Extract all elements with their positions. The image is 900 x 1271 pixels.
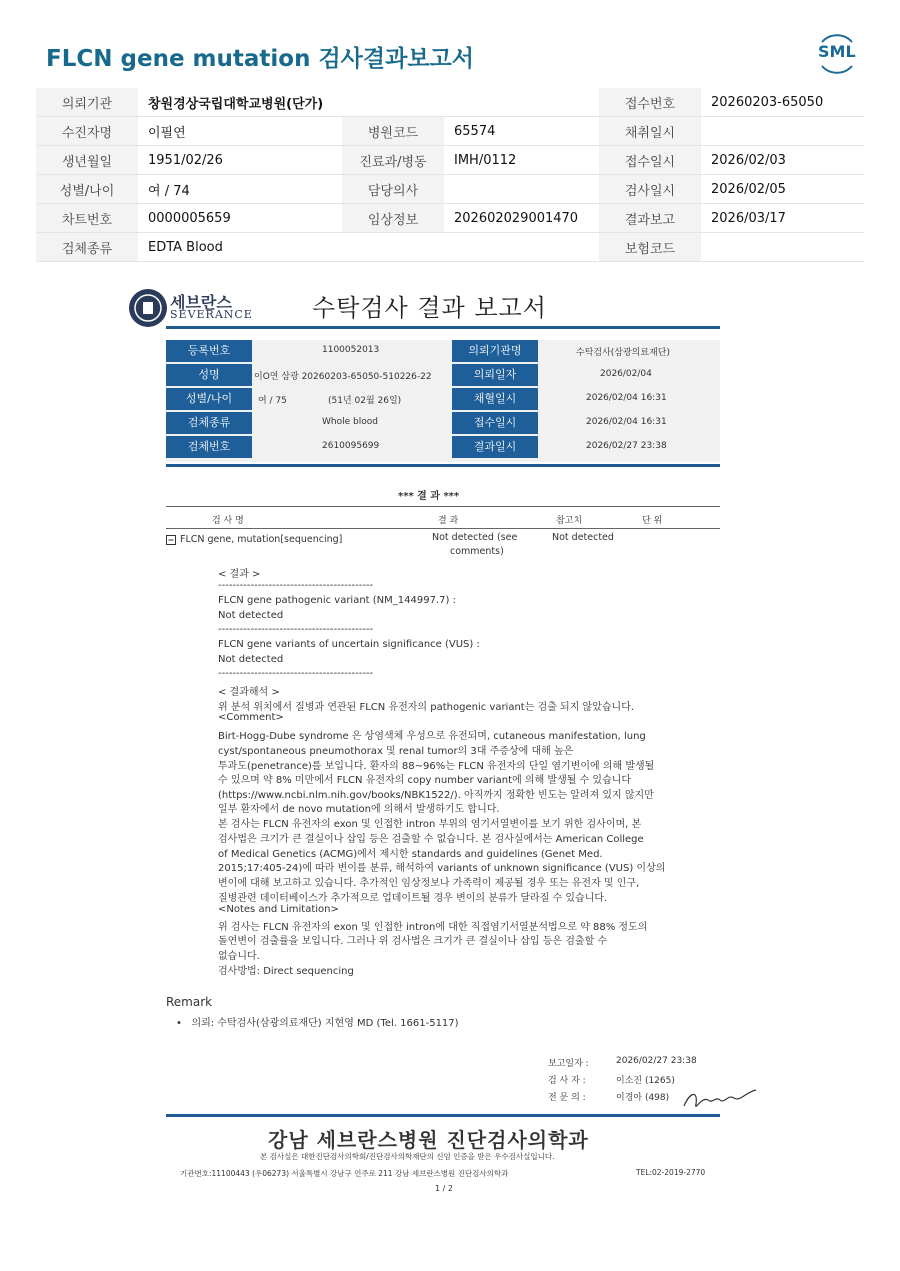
scan-value: 1100052013: [322, 345, 380, 355]
info-label: 진료과/병동: [342, 146, 444, 175]
scan-label: 검체종류: [166, 412, 252, 434]
scan-value: Whole blood: [322, 417, 378, 427]
sign-value: 이경아 (498): [616, 1093, 670, 1103]
info-label: 검사일시: [599, 175, 701, 204]
hospital-tel: TEL:02-2019-2770: [636, 1168, 706, 1177]
scan-doc-title: 수탁검사 결과 보고서: [312, 294, 547, 322]
info-value: [444, 175, 599, 204]
divider: [166, 464, 720, 467]
scan-patient-row: [166, 340, 720, 364]
test-name: FLCN gene, mutation[sequencing]: [180, 534, 343, 545]
comment-line: 2015;17:405-24)에 따라 변이를 분류, 해석하여 variants of unknown significance (VUS) 이상의: [218, 863, 666, 874]
remark-title: Remark: [166, 995, 213, 1009]
info-row: [36, 117, 864, 146]
info-label: 차트번호: [36, 204, 138, 233]
scan-value: 이O연 삼광 20260203-65050-510226-22: [254, 372, 432, 382]
info-label: 접수일시: [599, 146, 701, 175]
info-value: 2026/02/03: [701, 146, 864, 175]
comment-line: 검사방법: Direct sequencing: [218, 966, 354, 977]
col-test-name: 검 사 명: [212, 516, 244, 526]
info-label: 접수번호: [599, 88, 701, 117]
info-value: 20260203-65050: [701, 88, 864, 117]
sml-logo-text: SML: [818, 42, 856, 61]
comment-line: of Medical Genetics (ACMG)에서 제시한 standards and guidelines (Genet Med.: [218, 849, 603, 860]
comment-line: 검사법은 크기가 큰 결실이나 삽입 등은 검출할 수 없습니다. 본 검사실에서는 American College: [218, 834, 644, 845]
sign-label: 보고일자 :: [548, 1059, 589, 1069]
comment-line: < 결과해석 >: [218, 687, 280, 698]
page-number: 1 / 2: [435, 1184, 453, 1193]
comment-line: cyst/spontaneous pneumothorax 및 renal tumor의 3대 주증상에 대해 높은: [218, 746, 574, 757]
hospital-address: 기관번호:11100443 (우06273) 서울특별시 강남구 언주로 211 강남 세브란스병원 진단검사의학과: [180, 1169, 509, 1178]
scan-patient-row: [166, 388, 720, 412]
info-label: 결과보고: [599, 204, 701, 233]
info-label: 채취일시: [599, 117, 701, 146]
comment-line: 없습니다.: [218, 951, 260, 962]
severance-brand-en: SEVERANCE: [170, 308, 253, 321]
comment-line: 일부 환자에서 de novo mutation에 의해서 발생하기도 합니다.: [218, 804, 500, 815]
info-label: 수진자명: [36, 117, 138, 146]
info-row: [36, 146, 864, 175]
scan-value: 여 / 75: [258, 396, 287, 406]
comment-line: 위 분석 위치에서 질병과 연관된 FLCN 유전자의 pathogenic variant는 검출 되지 않았습니다.: [218, 702, 635, 713]
info-value: 여 / 74: [138, 175, 342, 204]
info-value: IMH/0112: [444, 146, 599, 175]
comment-line: FLCN gene variants of uncertain significance (VUS) :: [218, 639, 480, 650]
info-value: EDTA Blood: [138, 233, 599, 262]
scan-value: 2026/02/27 23:38: [586, 441, 667, 451]
divider: [166, 1114, 720, 1117]
comment-line: 변이에 대해 보고하고 있습니다. 추가적인 임상정보나 가족력이 제공될 경우 또는 유전자 및 인구,: [218, 878, 640, 889]
sign-value: 2026/02/27 23:38: [616, 1056, 697, 1066]
severance-brand-ko: 세브란스: [170, 293, 232, 312]
severance-emblem-icon: [128, 288, 168, 328]
scan-value: 수탁검사(삼광의료재단): [576, 348, 670, 358]
comment-line: Birt-Hogg-Dube syndrome 은 상염색체 우성으로 유전되며, cutaneous manifestation, lung: [218, 731, 646, 742]
comment-line: 위 검사는 FLCN 유전자의 exon 및 인접한 intron에 대한 직접염기서열분석법으로 약 88% 정도의: [218, 922, 648, 933]
info-label: 담당의사: [342, 175, 444, 204]
divider: [166, 506, 720, 507]
col-unit: 단 위: [642, 516, 663, 526]
divider: [166, 528, 720, 529]
results-heading: *** 결 과 ***: [398, 491, 460, 502]
scan-label: 성별/나이: [166, 388, 252, 410]
info-value: 65574: [444, 117, 599, 146]
comment-line: <Comment>: [218, 712, 284, 723]
scan-value: 2026/02/04 16:31: [586, 417, 667, 427]
sign-value: 이소진 (1265): [616, 1076, 675, 1086]
scanned-report: [120, 268, 780, 1208]
col-result: 결 과: [438, 516, 459, 526]
comment-line: < 결과 >: [218, 569, 261, 580]
info-value: 1951/02/26: [138, 146, 342, 175]
scan-label: 접수일시: [452, 412, 538, 434]
scan-label: 결과일시: [452, 436, 538, 458]
info-label: 의뢰기관: [36, 88, 138, 117]
info-value: 202602029001470: [444, 204, 599, 233]
comment-line: FLCN gene pathogenic variant (NM_144997.7) :: [218, 595, 456, 606]
info-value: 2026/02/05: [701, 175, 864, 204]
box-icon: [166, 535, 176, 545]
comment-line: 투과도(penetrance)를 보입니다. 환자의 88~96%는 FLCN 유전자의 단일 염기변이에 의해 발생될: [218, 761, 655, 772]
scan-patient-row: [166, 436, 720, 460]
col-reference: 참고치: [556, 516, 583, 526]
report-title: FLCN gene mutation 검사결과보고서: [46, 46, 474, 72]
comment-line: -------------------------------------------: [218, 668, 374, 679]
patient-info-table: [36, 88, 864, 262]
test-result-line: Not detected (see: [432, 532, 518, 543]
test-reference: Not detected: [552, 532, 614, 543]
scan-value: 2610095699: [322, 441, 380, 451]
info-label: 병원코드: [342, 117, 444, 146]
comment-line: <Notes and Limitation>: [218, 904, 339, 915]
certification-note: 본 검사실은 대한진단검사의학회/진단검사의학재단의 신임 인증을 받은 우수검사실입니다.: [260, 1152, 555, 1161]
info-row: [36, 204, 864, 233]
sign-label: 전 문 의 :: [548, 1093, 586, 1103]
info-row: [36, 88, 864, 117]
comment-line: 돌연변이 검출률을 보입니다. 그러나 위 검사법은 크기가 큰 결실이나 삽입 등은 검출할 수: [218, 936, 608, 947]
comment-line: 수 있으며 약 8% 미만에서 FLCN 유전자의 copy number variant에 의해 발생될 수 있습니다: [218, 775, 632, 786]
comment-line: (https://www.ncbi.nlm.nih.gov/books/NBK1522/). 아직까지 정확한 빈도는 알려져 있지 않지만: [218, 790, 654, 801]
scan-value: 2026/02/04 16:31: [586, 393, 667, 403]
scan-value: 2026/02/04: [600, 369, 652, 379]
info-value: 창원경상국립대학교병원(단가): [138, 88, 599, 117]
scan-value: (51년 02월 26일): [328, 396, 402, 406]
scan-patient-table: [166, 340, 720, 462]
scan-label: 의뢰기관명: [452, 340, 538, 362]
info-row: [36, 175, 864, 204]
hospital-name: 강남 세브란스병원 진단검사의학과: [268, 1128, 589, 1152]
remark-text: 의뢰: 수탁검사(삼광의료재단) 지현영 MD (Tel. 1661-5117): [191, 1018, 459, 1029]
scan-patient-row: [166, 364, 720, 388]
scan-label: 의뢰일자: [452, 364, 538, 386]
info-label: 검체종류: [36, 233, 138, 262]
comment-line: Not detected: [218, 610, 284, 621]
sml-logo: [814, 30, 860, 76]
info-label: 성별/나이: [36, 175, 138, 204]
comment-line: -------------------------------------------: [218, 624, 374, 635]
info-value: [701, 117, 864, 146]
info-value: 2026/03/17: [701, 204, 864, 233]
scan-label: 검체번호: [166, 436, 252, 458]
comment-line: -------------------------------------------: [218, 580, 374, 591]
comment-line: 질병관련 데이터베이스가 추가적으로 업데이트될 경우 변이의 분류가 달라질 수 있습니다.: [218, 893, 608, 904]
test-result-line: comments): [450, 546, 504, 557]
sign-label: 검 사 자 :: [548, 1076, 586, 1086]
signature-image: [680, 1086, 760, 1114]
remark-item: • 의뢰: 수탁검사(삼광의료재단) 지현영 MD (Tel. 1661-5117): [176, 1018, 459, 1029]
info-label: 보험코드: [599, 233, 701, 262]
info-value: 이필연: [138, 117, 342, 146]
info-label: 생년월일: [36, 146, 138, 175]
scan-label: 등록번호: [166, 340, 252, 362]
info-value: [701, 233, 864, 262]
info-row: [36, 233, 864, 262]
scan-label: 채혈일시: [452, 388, 538, 410]
comment-line: Not detected: [218, 654, 284, 665]
info-value: 0000005659: [138, 204, 342, 233]
info-label: 임상정보: [342, 204, 444, 233]
divider: [166, 326, 720, 329]
scan-label: 성명: [166, 364, 252, 386]
comment-line: 본 검사는 FLCN 유전자의 exon 및 인접한 intron 부위의 염기서열변이를 보기 위한 검사이며, 본: [218, 819, 642, 830]
scan-patient-row: [166, 412, 720, 436]
